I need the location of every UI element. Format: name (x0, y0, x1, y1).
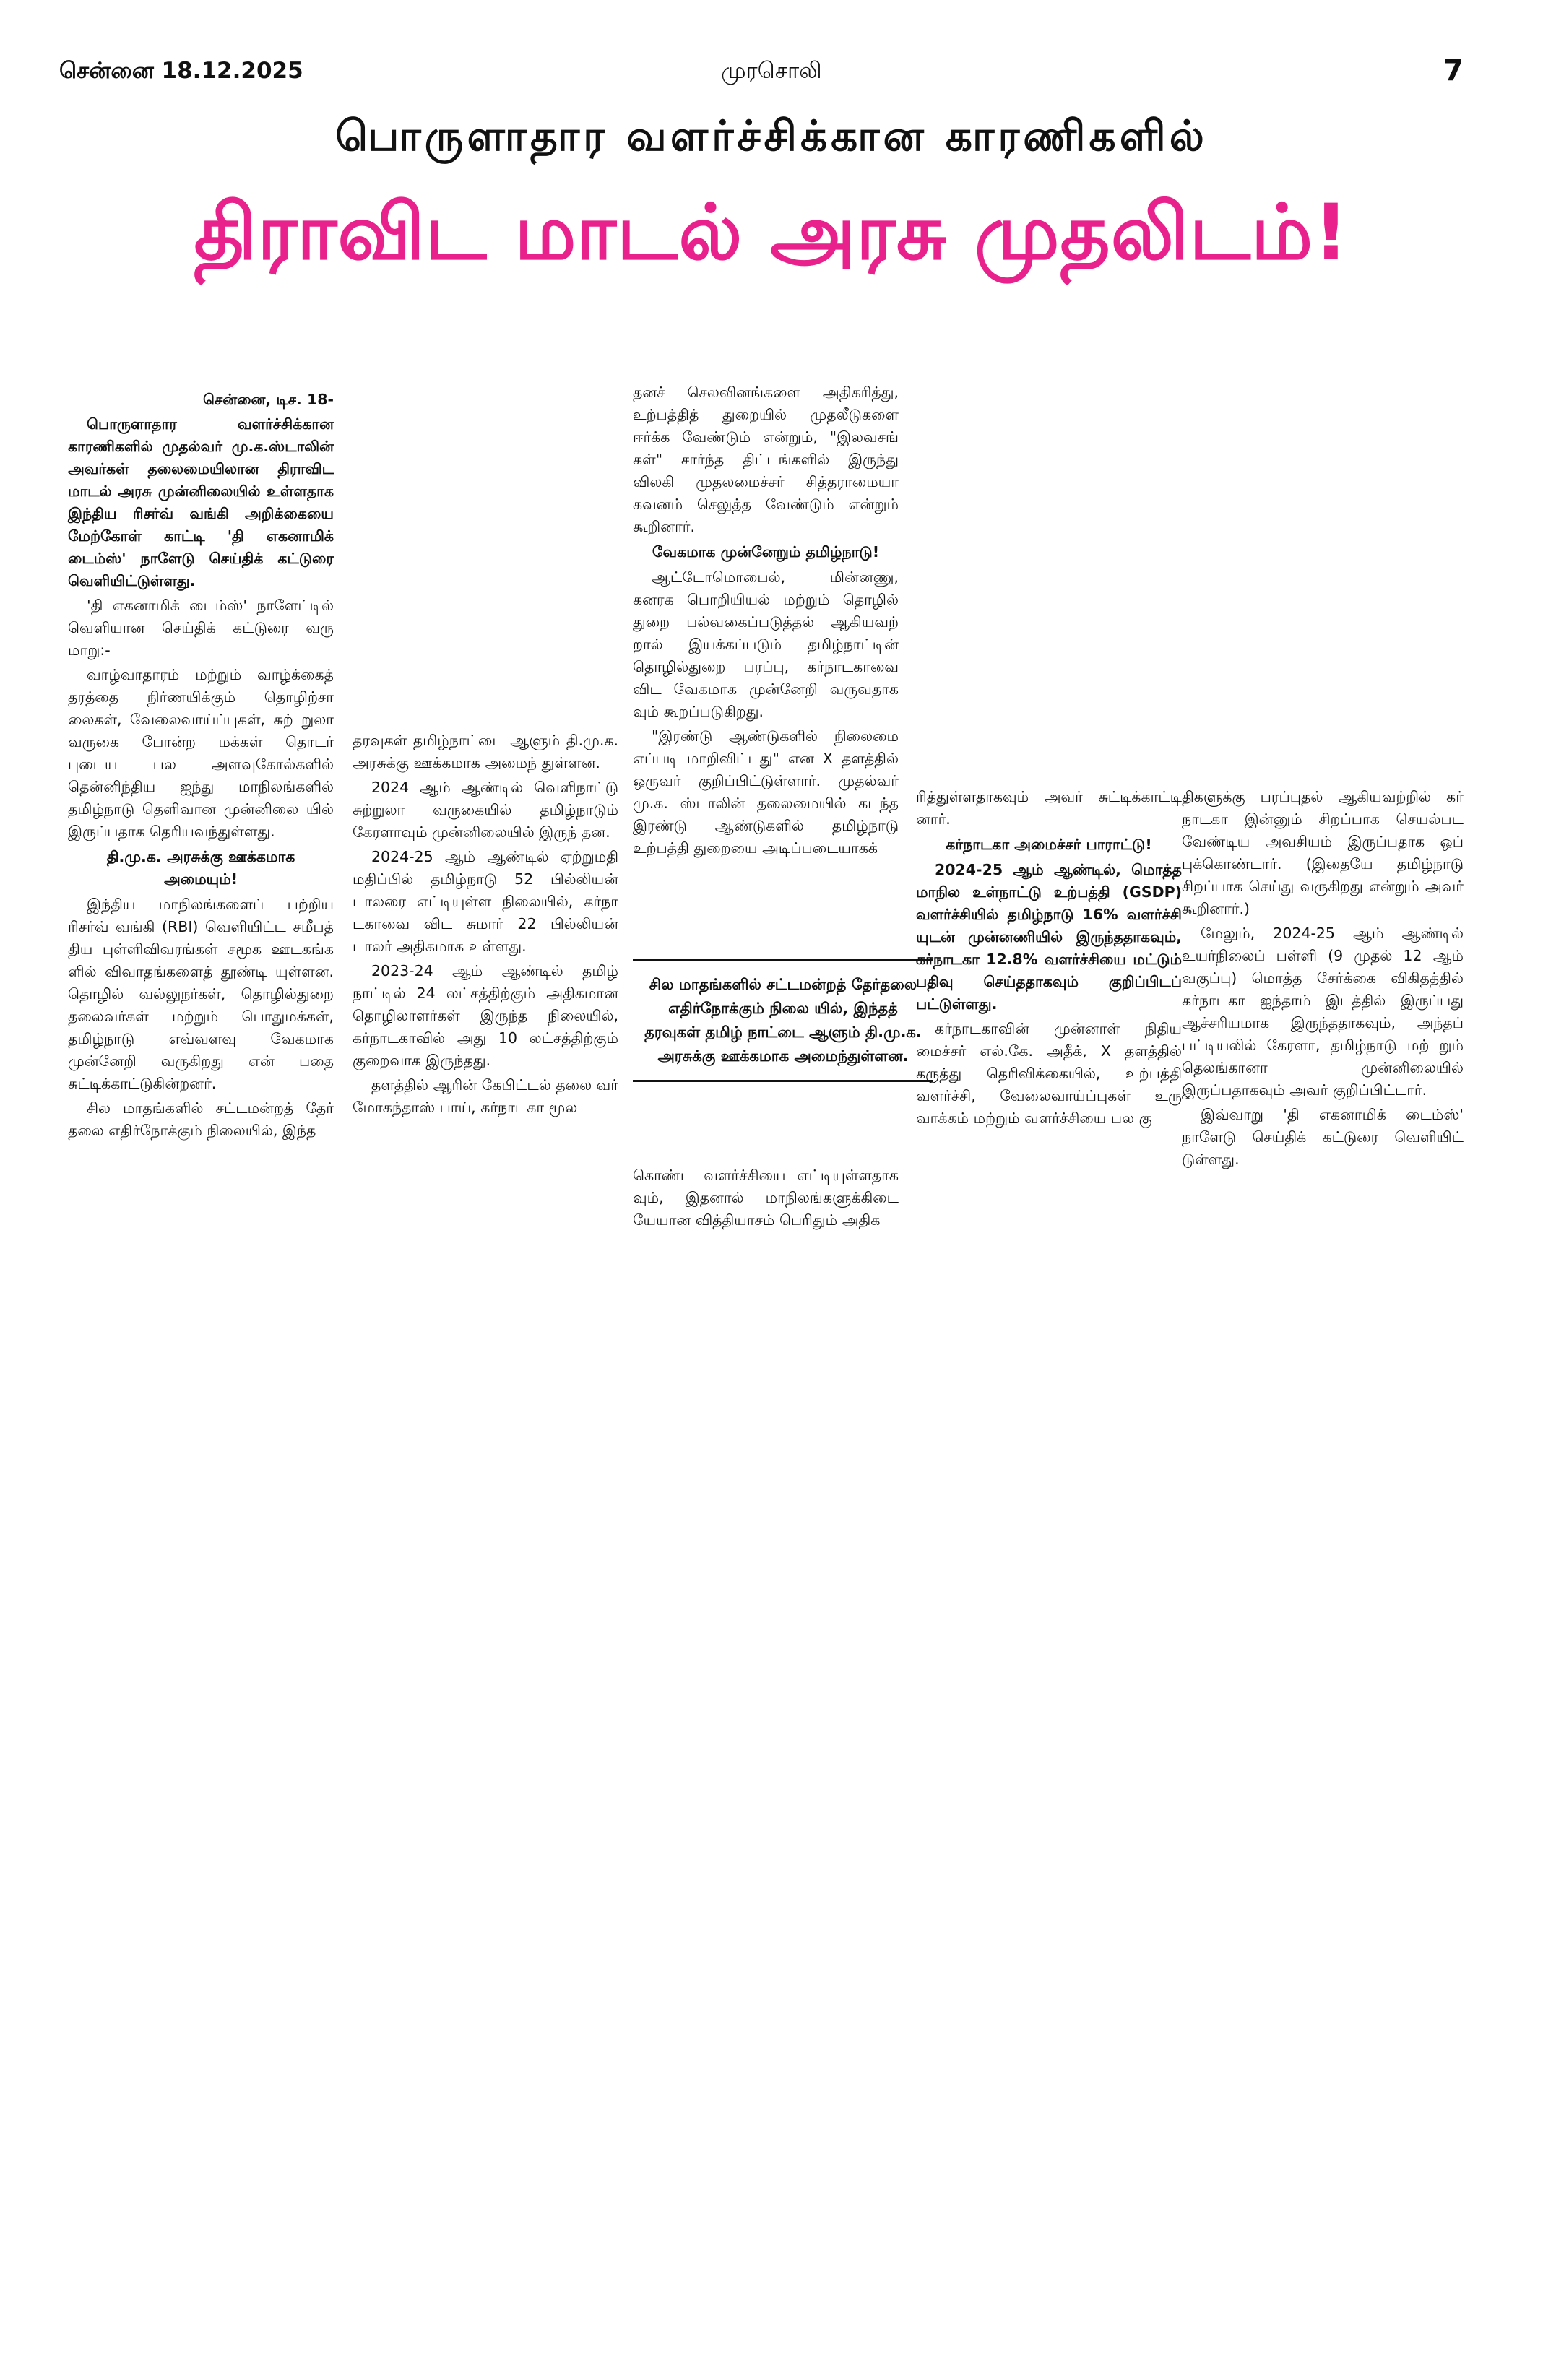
subheading: கர்நாடகா அமைச்சர் பாராட்டு! (946, 836, 1152, 853)
paragraph: தளத்தில் ஆரின் கேபிட்டல் தலை வர் மோகந்தாஸ் பாய், கர்நாடகா மூல (353, 1076, 618, 1116)
newspaper-name: முரசொலி (721, 58, 822, 84)
folio-date: சென்னை 18.12.2025 (59, 58, 303, 84)
subheading: தி.மு.க. அரசுக்கு ஊக்கமாக அமையும்! (106, 848, 295, 888)
article-column-2 (353, 730, 618, 1121)
paragraph: ஆட்டோமொபைல், மின்னணு, கனரக பொறியியல் மற்றும் தொழில் துறை பல்வகைப்படுத்தல் ஆகியவற் றால் இயக்கப்படும் தமிழ்நாட்டின் தொழில்துறை பரப்பு, கர்நாடகாவை விட வேகமாக முன்னேறி வருவதாக வும் கூறப்படுகிறது. (633, 568, 899, 720)
article-column-3-top (633, 381, 899, 862)
article-column-3-bottom (633, 1164, 899, 1234)
paragraph: ரித்துள்ளதாகவும் அவர் சுட்டிக்காட்டி னார். (916, 788, 1182, 828)
paragraph: இந்திய மாநிலங்களைப் பற்றிய ரிசர்வ் வங்கி (RBI) வெளியிட்ட சமீபத் திய புள்ளிவிவரங்கள் சமூக ஊடகங்க ளில் விவாதங்களைத் தூண்டி யுள்ளன. தொழில் வல்லுநர்கள், தொழில்துறை தலைவர்கள் மற்றும் பொதுமக்கள், தமிழ்நாடு எவ்வளவு வேகமாக முன்னேறி வருகிறது என் பதை சுட்டிக்காட்டுகின்றனர். (68, 896, 334, 1092)
paragraph: 2023-24 ஆம் ஆண்டில் தமிழ் நாட்டில் 24 லட்சத்திற்கும் அதிகமான தொழிலாளர்கள் இருந்த நிலையில், கர்நாடகாவில் அது 10 லட்சத்திற்கும் குறைவாக இருந்தது. (353, 962, 618, 1069)
subheading: வேகமாக முன்னேறும் தமிழ்நாடு! (652, 543, 880, 561)
article-column-4 (916, 786, 1182, 1132)
dateline: சென்னை, டிச. 18- (202, 391, 334, 408)
paragraph: தனச் செலவினங்களை அதிகரித்து, உற்பத்தித் துறையில் முதலீடுகளை ஈர்க்க வேண்டும் என்றும், "இலவசங் கள்" சார்ந்த திட்டங்களில் இருந்து விலகி முதலமைச்சர் சித்தராமையா கவனம் செலுத்த வேண்டும் என்றும் கூறினார். (633, 384, 899, 535)
pull-quote (633, 959, 933, 1082)
paragraph: வாழ்வாதாரம் மற்றும் வாழ்க்கைத் தரத்தை நிர்ணயிக்கும் தொழிற்சா லைகள், வேலைவாய்ப்புகள், சுற் றுலா வருகை போன்ற மக்கள் தொடர் புடைய பல அளவுகோல்களில் தென்னிந்திய ஐந்து மாநிலங்களில் தமிழ்நாடு தெளிவான முன்னிலை யில் இருப்பதாக தெரியவந்துள்ளது. (68, 666, 334, 840)
paragraph: 2024 ஆம் ஆண்டில் வெளிநாட்டு சுற்றுலா வருகையில் தமிழ்நாடும் கேரளாவும் முன்னிலையில் இருந் தன. (353, 779, 618, 841)
main-headline: திராவிட மாடல் அரசு முதலிடம்! (194, 188, 1349, 277)
kicker-headline: பொருளாதார வளர்ச்சிக்கான காரணிகளில் (335, 111, 1208, 160)
paragraph: "இரண்டு ஆண்டுகளில் நிலைமை எப்படி மாறிவிட்டது" என X தளத்தில் ஒருவர் குறிப்பிட்டுள்ளார். முதல்வர் மு.க. ஸ்டாலின் தலைமையில் கடந்த இரண்டு ஆண்டுகளில் தமிழ்நாடு உற்பத்தி துறையை அடிப்படையாகக் (633, 727, 899, 857)
paragraph: கர்நாடகாவின் முன்னாள் நிதிய மைச்சர் எல்.கே. அதீக், X தளத்தில் கருத்து தெரிவிக்கையில், உற்பத்தி வளர்ச்சி, வேலைவாய்ப்புகள் உரு வாக்கம் மற்றும் வளர்ச்சியை பல கு (916, 1020, 1182, 1127)
paragraph: இவ்வாறு 'தி எகனாமிக் டைம்ஸ்' நாளேடு செய்திக் கட்டுரை வெளியிட் டுள்ளது. (1182, 1106, 1464, 1168)
paragraph: மேலும், 2024-25 ஆம் ஆண்டில் உயர்நிலைப் பள்ளி (9 முதல் 12 ஆம் வகுப்பு) மொத்த சேர்க்கை விகிதத்தில் கர்நாடகா ஐந்தாம் இடத்தில் இருப்பது ஆச்சரியமாக இருந்ததாகவும், அந்தப் பட்டியலில் கேரளா, தமிழ்நாடு மற் றும் தெலங்கானா முன்னிலையில் இருப்பதாகவும் அவர் குறிப்பிட்டார். (1182, 925, 1464, 1099)
paragraph: தரவுகள் தமிழ்நாட்டை ஆளும் தி.மு.க. அரசுக்கு ஊக்கமாக அமைந் துள்ளன. (353, 732, 618, 771)
paragraph: 2024-25 ஆம் ஆண்டில் ஏற்றுமதி மதிப்பில் தமிழ்நாடு 52 பில்லியன் டாலரை எட்டியுள்ள நிலையில், கர்நா டகாவை விட சுமார் 22 பில்லியன் டாலர் அதிகமாக உள்ளது. (353, 848, 618, 955)
article-column-1 (68, 389, 334, 1144)
paragraph: கொண்ட வளர்ச்சியை எட்டியுள்ளதாக வும், இதனால் மாநிலங்களுக்கிடை யேயான வித்தியாசம் பெரிதும் அதிக (633, 1167, 899, 1229)
highlight-paragraph: 2024-25 ஆம் ஆண்டில், மொத்த மாநில உள்நாட்டு உற்பத்தி (GSDP) வளர்ச்சியில் தமிழ்நாடு 16% வளர்ச்சி யுடன் முன்னணியில் இருந்ததாகவும், கர்நாடகா 12.8% வளர்ச்சியை மட்டும் பதிவு செய்ததாகவும் குறிப்பிடப் பட்டுள்ளது. (916, 861, 1182, 1013)
paragraph: 'தி எகனாமிக் டைம்ஸ்' நாளேட்டில் வெளியான செய்திக் கட்டுரை வரு மாறு:- (68, 597, 334, 659)
lead-paragraph: பொருளாதார வளர்ச்சிக்கான காரணிகளில் முதல்வர் மு.க.ஸ்டாலின் அவர்கள் தலைமையிலான திராவிட மாடல் அரசு முன்னிலையில் உள்ளதாக இந்திய ரிசர்வ் வங்கி அறிக்கையை மேற்கோள் காட்டி 'தி எகனாமிக் டைம்ஸ்' நாளேடு செய்திக் கட்டுரை வெளியிட்டுள்ளது. (68, 415, 334, 589)
pull-quote-text: சில மாதங்களில் சட்டமன்றத் தேர்தலை எதிர்நோக்கும் நிலை யில், இந்தத் தரவுகள் தமிழ் நாட்டை ஆளும் தி.மு.க. அரசுக்கு ஊக்கமாக அமைந்துள்ளன. (644, 976, 922, 1065)
paragraph: திகளுக்கு பரப்புதல் ஆகியவற்றில் கர் நாடகா இன்னும் சிறப்பாக செயல்பட வேண்டிய அவசியம் இருப்பதாக ஒப் புக்கொண்டார். (இதையே தமிழ்நாடு சிறப்பாக செய்து வருகிறது என்றும் அவர் கூறினார்.) (1182, 788, 1464, 917)
article-column-5 (1182, 786, 1464, 1173)
page-number: 7 (1443, 54, 1464, 87)
paragraph: சில மாதங்களில் சட்டமன்றத் தேர் தலை எதிர்நோக்கும் நிலையில், இந்த (68, 1099, 334, 1139)
